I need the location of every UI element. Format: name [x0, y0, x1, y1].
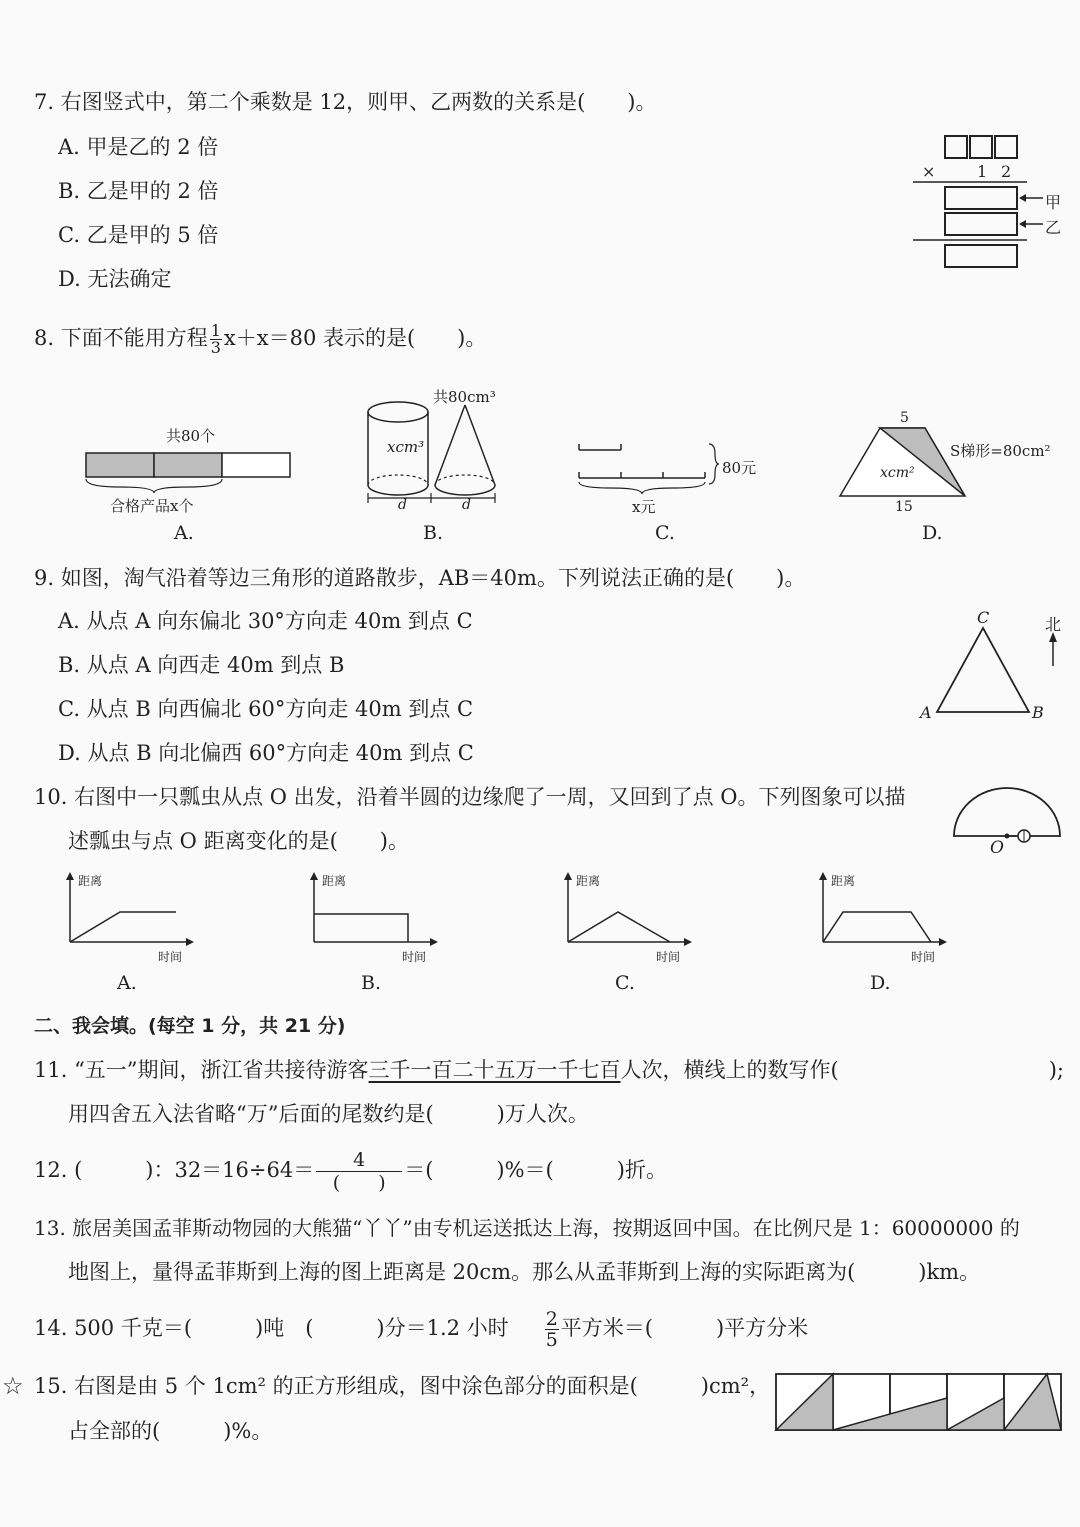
q8-frac-den: 3: [210, 338, 221, 357]
q7-option-b: B. 乙是甲的 2 倍: [58, 179, 219, 203]
q8-stem-post: x＋x＝80 表示的是( )。: [223, 326, 487, 350]
q7-option-d: D. 无法确定: [58, 267, 172, 291]
q13-line1: 13. 旅居美国孟菲斯动物园的大熊猫“丫丫”由专机运送抵达上海，按期返回中国。在比例尺是 1：60000000 的: [34, 1216, 1020, 1240]
q8-figB-top-label: 共80cm³: [433, 388, 496, 406]
o-point: [1005, 834, 1010, 839]
q10-graph-c-letter: C.: [615, 972, 635, 994]
q10-line2: 述瓢虫与点 O 距离变化的是( )。: [68, 829, 409, 853]
q9-triangle-figure: [925, 610, 1065, 720]
q10-graph-b-ylabel: 距离: [322, 874, 347, 888]
q10-graph-b-xlabel: 时间: [402, 950, 427, 964]
q11-line1: [34, 1056, 1064, 1084]
q7-digit-box: [945, 136, 967, 158]
q7-arrowhead: [1019, 220, 1026, 228]
q7-digit-1: 1: [977, 162, 988, 181]
q10-line1: 10. 右图中一只瓢虫从点 O 出发，沿着半圆的边缘爬了一周，又回到了点 O。下列图象可以描: [34, 785, 906, 809]
q7-times-sign: ×: [922, 162, 936, 181]
q7-jia-box: [945, 187, 1017, 209]
q7-option-c: C. 乙是甲的 5 倍: [58, 223, 219, 247]
q8-stem: [34, 318, 486, 358]
q8-figA-bottom-label: 合格产品x个: [110, 497, 194, 515]
q8-figA-letter: A.: [174, 522, 194, 544]
q8-figD-letter: D.: [922, 522, 943, 544]
q14-part1: 14. 500 千克＝( )吨 ( )分＝1.2 小时: [34, 1316, 509, 1340]
q11-underlined-number: 三千一百二十五万一千七百: [368, 1058, 621, 1082]
q14-frac-den: 5: [545, 1329, 558, 1351]
q11-pre: 11. “五一”期间，浙江省共接待游客: [34, 1058, 369, 1082]
q14-fraction: [545, 1309, 559, 1350]
q8-figD-right-label: S梯形=80cm²: [950, 442, 1051, 460]
q11-post: 人次，横线上的数写作( );: [620, 1058, 1065, 1082]
q8-fraction: [210, 323, 222, 356]
q14: [34, 1305, 808, 1351]
q8-figB-d1: d: [398, 497, 407, 513]
q8-figB-letter: B.: [423, 522, 444, 544]
q7-arrowhead: [1019, 194, 1026, 202]
q10-graph-a-xlabel: 时间: [158, 950, 183, 964]
q10-graph-c-ylabel: 距离: [576, 874, 601, 888]
q8-stem-pre: 8. 下面不能用方程: [34, 326, 208, 350]
q8-frac-num: 1: [210, 321, 221, 340]
q12-fraction: [316, 1149, 402, 1194]
q12-pre: 12. ( )：32＝16÷64＝: [34, 1158, 315, 1182]
q8-figC-right-label: 80元: [722, 459, 757, 477]
q12-post: ＝( )%＝( )折。: [404, 1158, 667, 1182]
q9-label-a: A: [920, 703, 932, 722]
q8-figB-inside-label: xcm³: [387, 438, 425, 456]
q8-figB-d2: d: [462, 497, 471, 513]
section-2-heading: 二、我会填。(每空 1 分，共 21 分): [34, 1015, 346, 1037]
q7-option-a: A. 甲是乙的 2 倍: [58, 135, 219, 159]
q8-figD-top-label: 5: [900, 410, 909, 426]
q7-yi-box: [945, 213, 1017, 235]
q12-frac-num: 4: [316, 1149, 402, 1172]
q10-graph-b-letter: B.: [361, 972, 382, 994]
q9-label-north: 北: [1045, 615, 1062, 634]
q15-line1: 15. 右图是由 5 个 1cm² 的正方形组成，图中涂色部分的面积是( )cm²，: [34, 1374, 771, 1398]
q8-figC-segments: [575, 440, 725, 500]
q8-figD-inside-label: xcm²: [880, 465, 915, 481]
q13-line2: 地图上，量得孟菲斯到上海的图上距离是 20cm。那么从孟菲斯到上海的实际距离为( )km。: [68, 1260, 981, 1284]
q7-stem: 7. 右图竖式中，第二个乘数是 12，则甲、乙两数的关系是( )。: [34, 90, 657, 114]
q8-figA-bar: [80, 445, 300, 495]
q10-graph-d-letter: D.: [870, 972, 891, 994]
q15-star-icon: ☆: [2, 1372, 24, 1400]
q10-graph-a-letter: A.: [117, 972, 137, 994]
q15-squares-figure: [772, 1370, 1064, 1434]
q12: [34, 1145, 667, 1195]
q9-label-b: B: [1032, 703, 1044, 722]
q7-yi-label: 乙: [1045, 218, 1062, 237]
q10-graph-d-xlabel: 时间: [911, 950, 936, 964]
q12-frac-den: ( ): [332, 1172, 386, 1194]
q8-figA-top-label: 共80个: [166, 427, 216, 445]
q10-semicircle-figure: [948, 780, 1068, 850]
q8-figC-bottom-label: x元: [632, 498, 656, 516]
q7-result-box: [945, 245, 1017, 267]
q7-digit-box: [995, 136, 1017, 158]
q10-graph-c-xlabel: 时间: [656, 950, 681, 964]
q10-graph-d-ylabel: 距离: [831, 874, 856, 888]
q10-graph-a-ylabel: 距离: [78, 874, 103, 888]
q10-label-o: O: [990, 838, 1004, 858]
q9-label-c: C: [977, 608, 990, 627]
q15-line2: 占全部的( )%。: [68, 1419, 273, 1443]
q7-digit-box: [970, 136, 992, 158]
q9-option-d: D. 从点 B 向北偏西 60°方向走 40m 到点 C: [58, 741, 474, 765]
q14-frac-num: 2: [545, 1308, 558, 1330]
q7-multiplication-figure: [905, 130, 1065, 270]
q9-option-b: B. 从点 A 向西走 40m 到点 B: [58, 653, 345, 677]
q9-option-c: C. 从点 B 向西偏北 60°方向走 40m 到点 C: [58, 697, 474, 721]
q7-digit-2: 2: [1001, 162, 1012, 181]
q8-figD-bottom-label: 15: [895, 499, 913, 515]
q8-figC-letter: C.: [655, 522, 675, 544]
q9-stem: 9. 如图，淘气沿着等边三角形的道路散步，AB＝40m。下列说法正确的是( )。: [34, 566, 806, 590]
q9-option-a: A. 从点 A 向东偏北 30°方向走 40m 到点 C: [58, 609, 473, 633]
q7-jia-label: 甲: [1045, 193, 1062, 212]
q11-line2: 用四舍五入法省略“万”后面的尾数约是( )万人次。: [68, 1102, 589, 1126]
q14-part2: 平方米＝( )平方分米: [560, 1316, 809, 1340]
